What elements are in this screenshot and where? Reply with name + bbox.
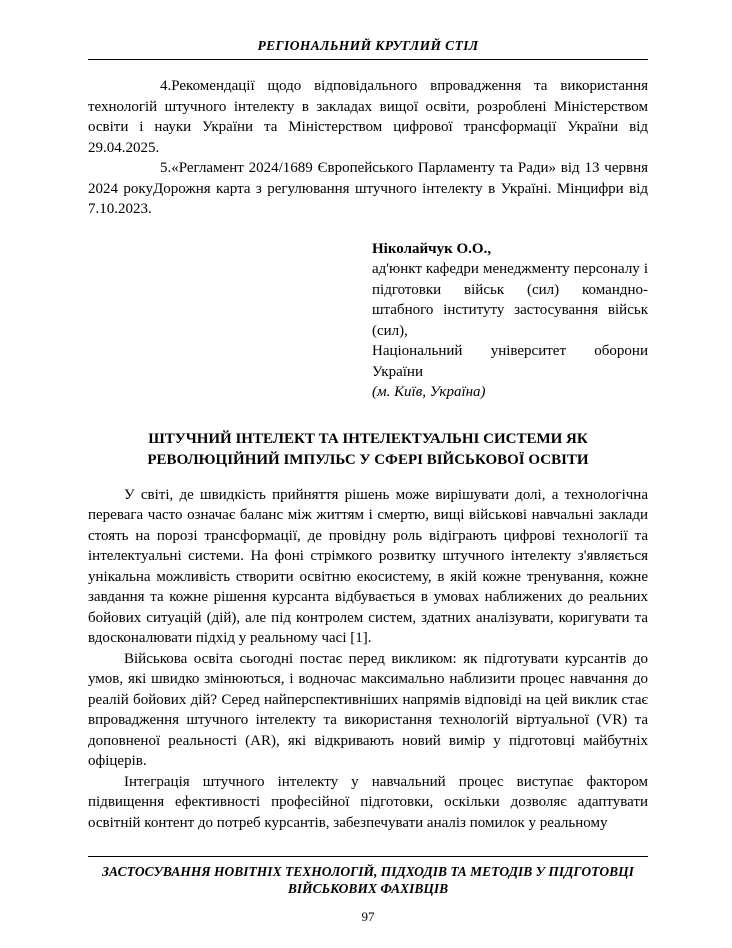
article-paragraph: Військова освіта сьогодні постає перед викликом: як підготувати курсантів до умов, які швидко змінюються, і водночас максимально наблизити процес навчання до реалій бойових дій? Серед найперспективніших напрямів відповіді на цей виклик стає впровадження штучного інтелекту та використання технологій віртуальної (VR) та доповненої реальності (AR), які відкривають новий вимір у підготовці майбутніх офіцерів. [88, 650, 648, 769]
author-name: Ніколайчук О.О., [372, 240, 492, 257]
running-head: РЕГІОНАЛЬНИЙ КРУГЛИЙ СТІЛ [257, 38, 479, 53]
footer-text: ЗАСТОСУВАННЯ НОВІТНІХ ТЕХНОЛОГІЙ, ПІДХОДІВ ТА МЕТОДІВ У ПІДГОТОВЦІ ВІЙСЬКОВИХ ФАХІВЦІВ [102, 864, 634, 896]
author-city: (м. Київ, Україна) [372, 384, 486, 400]
page-content [88, 0, 648, 833]
list-item-number: 5. [160, 160, 172, 176]
footer-divider [88, 856, 648, 857]
list-item [88, 158, 648, 220]
numbered-list [88, 76, 648, 220]
article-paragraph: У світі, де швидкість прийняття рішень може вирішувати долі, а технологічна перевага часто означає баланс між життям і смертю, вищі військові навчальні заклади стоять на порозі трансформації, де провідну роль відіграють цифрові технології та інтелектуальні системи. На фоні стрімкого розвитку штучного інтелекту з'являється унікальна можливість створити освітню екосистему, в якій кожне тренування, кожне завдання та кожне рішення курсанта відбувається в умовах наближених до реальних бойових ситуацій (дій), але під контролем систем, здатних аналізувати, коригувати та вдосконалювати підхід у реальному часі [1]. [88, 486, 648, 646]
article-paragraph: Інтеграція штучного інтелекту у навчальний процес виступає фактором підвищення ефективності професійної підготовки, оскільки дозволяє адаптувати освітній контент до потреб курсантів, забезпечувати аналіз помилок у реальному [88, 773, 648, 831]
page-footer [88, 856, 648, 925]
list-item-text: Рекомендації щодо відповідального впровадження та використання технологій штучного інтелекту в закладах вищої освіти, розроблені Міністерством освіти і науки України та Міністерством цифрової трансформації України від 29.04.2025. [88, 78, 648, 156]
title-spacer [88, 471, 648, 485]
page-title: ШТУЧНИЙ ІНТЕЛЕКТ ТА ІНТЕЛЕКТУАЛЬНІ СИСТЕМИ ЯК РЕВОЛЮЦІЙНИЙ ІМПУЛЬС У СФЕРІ ВІЙСЬКОВОЇ ОСВІТИ [147, 430, 589, 468]
header-divider [88, 59, 648, 60]
author-block [372, 239, 648, 403]
page-number: 97 [361, 909, 375, 924]
list-item [88, 76, 648, 158]
list-item-text: «Регламент 2024/1689 Європейського Парламенту та Ради» від 13 червня 2024 рокуДорожня карта з регулювання штучного інтелекту в Україні. Мінцифри від 7.10.2023. [88, 160, 648, 217]
author-affiliation-1: ад'юнкт кафедри менеджменту персоналу і підготовки військ (сил) командно-штабного інституту застосування військ (сил), [372, 261, 648, 339]
author-affiliation-2: Національний університет оборони України [372, 343, 648, 380]
list-item-number: 4. [160, 78, 172, 94]
